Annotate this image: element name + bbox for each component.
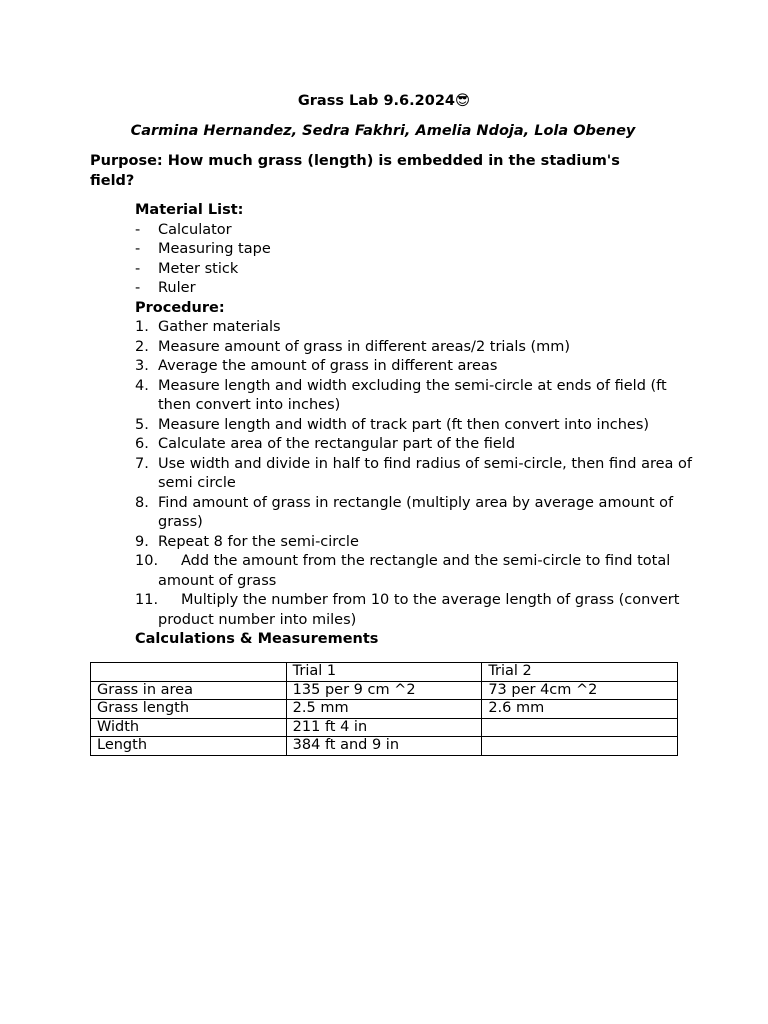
step-number: 11. (135, 592, 159, 608)
table-cell: Length (91, 737, 287, 756)
lab-body (135, 201, 695, 650)
material-item: Calculator (158, 221, 232, 238)
list-item (135, 591, 695, 630)
list-item (135, 338, 695, 358)
step-number: 10. (135, 553, 159, 569)
bullet-marker: - (135, 221, 141, 238)
list-item (135, 279, 695, 299)
list-item (135, 318, 695, 338)
table-header-cell: Trial 2 (482, 663, 678, 682)
list-item (135, 533, 695, 553)
procedure-list (135, 318, 695, 630)
table-cell: 135 per 9 cm ^2 (286, 681, 482, 700)
step-number: 3. (135, 358, 149, 374)
step-text: Calculate area of the rectangular part of the field (158, 436, 516, 452)
table-cell: 211 ft 4 in (286, 718, 482, 737)
material-list (135, 221, 695, 299)
table-cell: 73 per 4cm ^2 (482, 681, 678, 700)
table-cell: Grass in area (91, 681, 287, 700)
bullet-marker: - (135, 260, 141, 277)
table-cell: 2.5 mm (286, 700, 482, 719)
author-list: Carmina Hernandez, Sedra Fakhri, Amelia Ndoja, Lola Obeney (130, 123, 636, 139)
step-text: Average the amount of grass in different areas (158, 358, 498, 374)
step-text: Repeat 8 for the semi-circle (158, 533, 359, 550)
bullet-marker: - (135, 280, 141, 296)
table-row (91, 718, 678, 737)
table-header-cell (91, 663, 287, 682)
list-item (135, 455, 695, 494)
step-number: 7. (135, 455, 149, 472)
list-item (135, 552, 695, 591)
step-text: Use width and divide in half to find radius of semi-circle, then find area of semi circle (158, 455, 693, 491)
table-row (91, 737, 678, 756)
list-item (135, 494, 695, 533)
purpose-statement: Purpose: How much grass (length) is embedded in the stadium's field? (90, 153, 620, 189)
document-title: Grass Lab 9.6.2024😎 (297, 93, 471, 109)
step-text: Measure length and width of track part (ft then convert into inches) (158, 416, 650, 433)
table-cell (482, 718, 678, 737)
step-text: Find amount of grass in rectangle (multiply area by average amount of grass) (158, 494, 674, 530)
step-text: Measure length and width excluding the semi-circle at ends of field (ft then convert into inches) (158, 377, 667, 413)
step-number: 6. (135, 436, 149, 452)
step-number: 5. (135, 416, 149, 433)
material-item: Ruler (158, 280, 196, 296)
table-cell: Width (91, 718, 287, 737)
step-number: 4. (135, 377, 149, 394)
list-item (135, 260, 695, 280)
list-item (135, 357, 695, 377)
step-text: Add the amount from the rectangle and the semi-circle to find total amount of grass (158, 553, 671, 589)
table-header-row (91, 663, 678, 682)
list-item (135, 416, 695, 436)
step-number: 2. (135, 338, 149, 355)
table-cell: 2.6 mm (482, 700, 678, 719)
step-number: 1. (135, 319, 149, 335)
list-item (135, 377, 695, 416)
measurements-table (90, 662, 678, 756)
step-number: 8. (135, 494, 149, 511)
table-cell: Grass length (91, 700, 287, 719)
material-item: Meter stick (158, 260, 239, 277)
table-cell (482, 737, 678, 756)
list-item (135, 240, 695, 260)
material-list-heading: Material List: (135, 202, 244, 218)
table-header-cell: Trial 1 (286, 663, 482, 682)
table-row (91, 700, 678, 719)
material-item: Measuring tape (158, 241, 271, 257)
list-item (135, 221, 695, 241)
table-cell: 384 ft and 9 in (286, 737, 482, 756)
procedure-heading: Procedure: (135, 299, 225, 316)
step-text: Measure amount of grass in different areas/2 trials (mm) (158, 338, 571, 355)
list-item (135, 435, 695, 455)
step-number: 9. (135, 533, 149, 550)
step-text: Multiply the number from 10 to the average length of grass (convert product number into miles) (158, 592, 680, 628)
calculations-heading: Calculations & Measurements (135, 631, 379, 647)
step-text: Gather materials (158, 319, 281, 335)
bullet-marker: - (135, 241, 141, 257)
table-row (91, 681, 678, 700)
